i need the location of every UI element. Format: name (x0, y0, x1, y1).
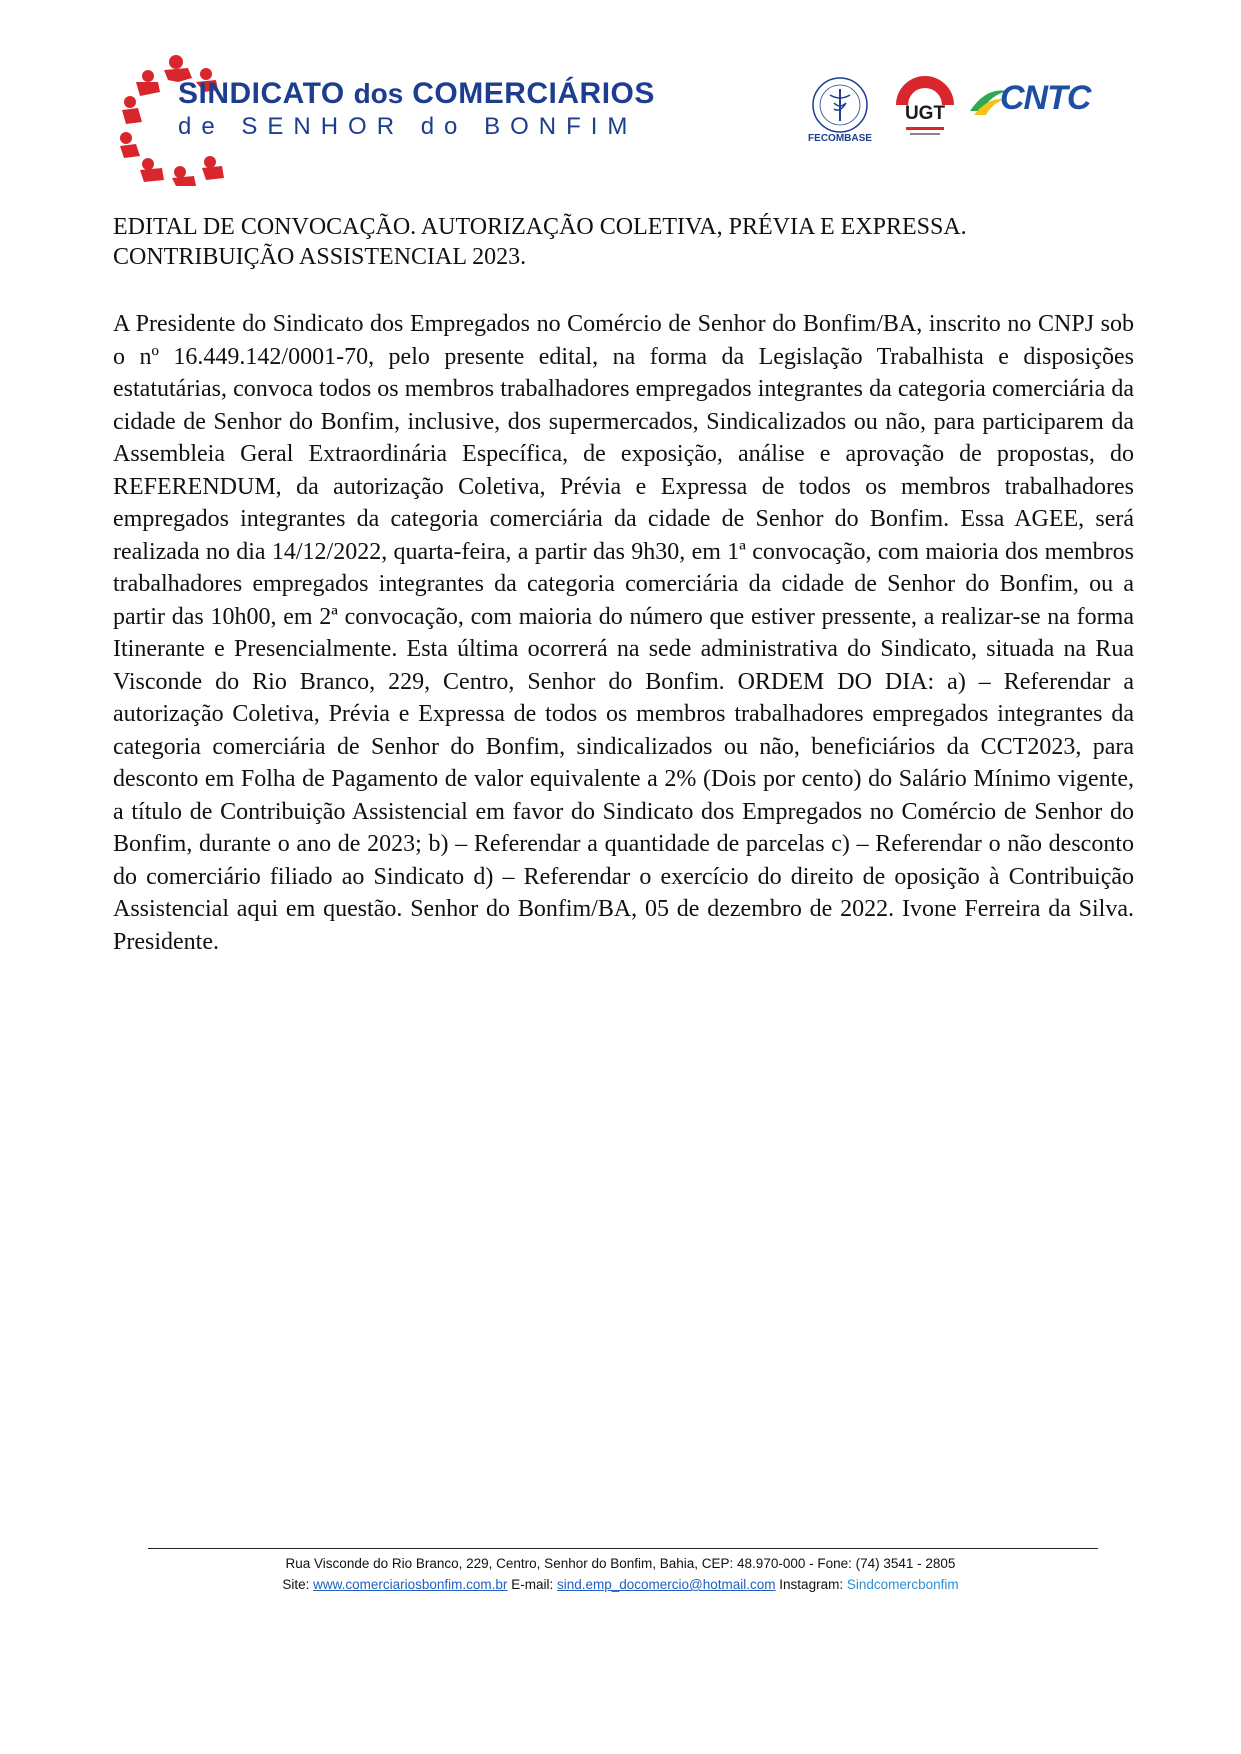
instagram-handle[interactable]: Sindcomercbonfim (846, 1577, 959, 1592)
document-title: EDITAL DE CONVOCAÇÃO. AUTORIZAÇÃO COLETIVA, PRÉVIA E EXPRESSA. CONTRIBUIÇÃO ASSISTENCIAL 2023. (113, 214, 967, 270)
union-logo (118, 52, 718, 187)
document-content (113, 212, 1134, 958)
footer-address: Rua Visconde do Rio Branco, 229, Centro, Senhor do Bonfim, Bahia, CEP: 48.970-000 - Fone: (74) 3541 - 2805 (285, 1556, 956, 1571)
union-name-line2: de SENHOR do BONFIM (178, 113, 638, 140)
cntc-label: CNTC (1000, 79, 1091, 117)
document-body: A Presidente do Sindicato dos Empregados no Comércio de Senhor do Bonfim/BA, inscrito no CNPJ sob o nº 16.449.142/0001-70, pelo presente edital, na forma da Legislação Trabalhista e disposições estatutárias, convoca todos os membros trabalhadores empregados integrantes da categoria comerciária da cidade de Senhor do Bonfim, inclusive, dos supermercados, Sindicalizados ou não, para participarem da Assembleia Geral Extraordinária Específica, de exposição, análise e aprovação de propostas, do REFERENDUM, da autorização Coletiva, Prévia e Expressa de todos os membros trabalhadores empregados integrantes da categoria comerciária da cidade de Senhor do Bonfim. Essa AGEE, será realizada no dia 14/12/2022, quarta-feira, a partir das 9h30, em 1ª convocação, com maioria dos membros trabalhadores empregados integrantes da categoria comerciária da cidade de Senhor do Bonfim, ou a partir das 10h00, em 2ª convocação, com maioria do número que estiver pressente, a realizar-se na forma Itinerante e Presencialmente. Esta última ocorrerá na sede administrativa do Sindicato, situada na Rua Visconde do Rio Branco, 229, Centro, Senhor do Bonfim. ORDEM DO DIA: a) – Referendar a autorização Coletiva, Prévia e Expressa de todos os membros trabalhadores empregados integrantes da categoria comerciária de Senhor do Bonfim, sindicalizados ou não, beneficiários da CCT2023, para desconto em Folha de Pagamento de valor equivalente a 2% (Dois por cento) do Salário Mínimo vigente, a título de Contribuição Assistencial em favor do Sindicato dos Empregados no Comércio de Senhor do Bonfim, durante o ano de 2023; b) – Referendar a quantidade de parcelas c) – Referendar o não desconto do comerciário filiado ao Sindicato d) – Referendar o exercício do direito de oposição à Contribuição Assistencial aqui em questão. Senhor do Bonfim/BA, 05 de dezembro de 2022. Ivone Ferreira da Silva. Presidente. (113, 311, 1134, 955)
letterhead (0, 0, 1241, 190)
union-name-sindicato: SINDICATO (178, 77, 345, 110)
union-name-line1 (178, 78, 718, 110)
email-label: E-mail: (511, 1577, 554, 1592)
footer-contacts (0, 1577, 1241, 1592)
instagram-label: Instagram: (779, 1577, 844, 1592)
footer-divider (148, 1548, 1098, 1549)
ugt-label: UGT (904, 103, 946, 124)
union-name-dos: dos (353, 78, 404, 109)
email-link[interactable]: sind.emp_docomercio@hotmail.com (556, 1577, 776, 1592)
fecombase-label: FECOMBASE (808, 133, 872, 144)
site-link[interactable]: www.comerciariosbonfim.com.br (313, 1577, 508, 1592)
union-name-comerciarios: COMERCIÁRIOS (412, 77, 655, 110)
partner-logos (800, 75, 1120, 155)
site-label: Site: (282, 1577, 310, 1592)
